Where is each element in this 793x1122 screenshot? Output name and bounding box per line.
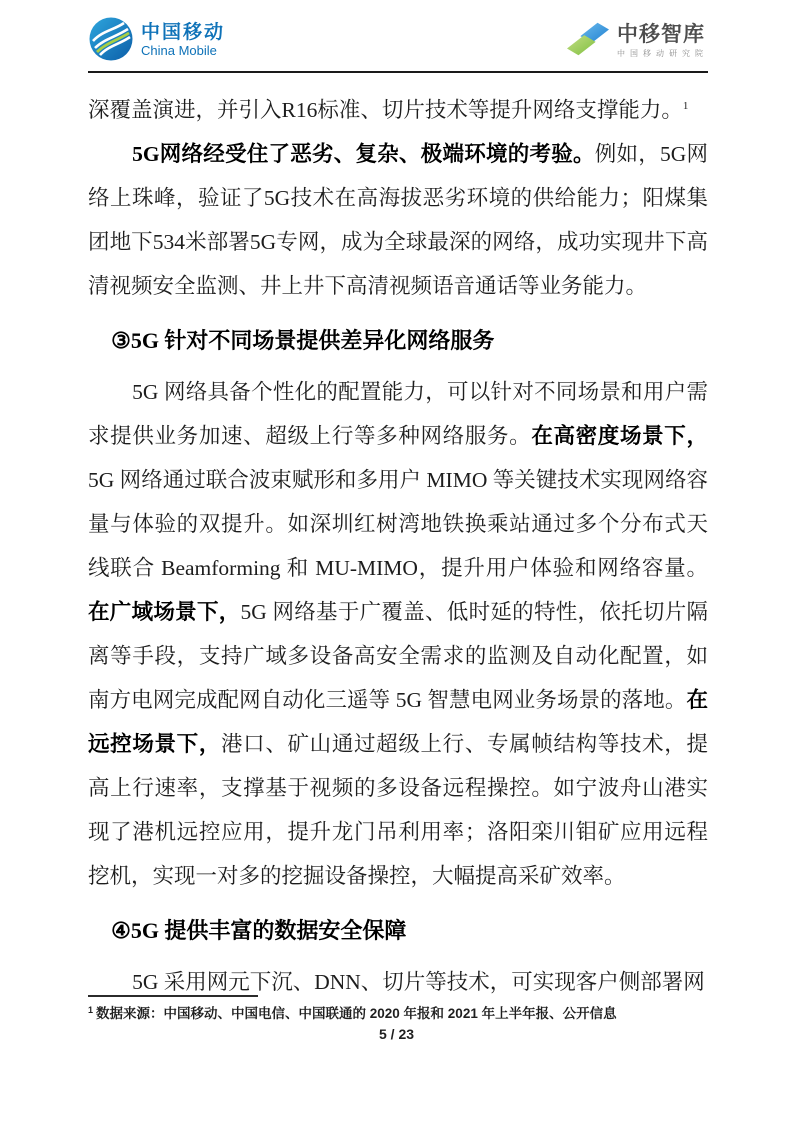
scenario-high-density-label: 在高密度场景下， bbox=[531, 424, 708, 448]
paragraph-bold-lead: 5G网络经受住了恶劣、复杂、极端环境的考验。 bbox=[132, 142, 595, 166]
paragraph-text: 港口、矿山通过超级上行、专属帧结构等技术，提高上行速率，支撑基于视频的多设备远程操控。如宁波舟山港实现了港机远控应用，提升龙门吊利用率；洛阳栾川钼矿应用远程挖机，实现一对多的挖掘设备操控，大幅提高采矿效率。 bbox=[88, 732, 708, 888]
china-mobile-name-cn: 中国移动 bbox=[141, 22, 226, 44]
zhiku-name: 中移智库 bbox=[617, 23, 705, 47]
header-divider bbox=[88, 71, 708, 73]
footnote bbox=[88, 1003, 708, 1025]
page-number: 5 / 23 bbox=[378, 1026, 415, 1042]
paragraph-text: 5G 网络具备个性化的配置能力，可以针对不同场景和用户需求提供业务加速、超级上行等多种网络服务。 bbox=[88, 380, 708, 448]
section-heading-3: ③5G 针对不同场景提供差异化网络服务 bbox=[111, 328, 495, 353]
document-body bbox=[88, 88, 708, 1004]
footnote-divider bbox=[88, 995, 258, 997]
zhiku-logo-icon bbox=[566, 18, 610, 65]
paragraph-continuation bbox=[88, 88, 708, 132]
paragraph-text: 深覆盖演进，并引入R16标准、切片技术等提升网络支撑能力。 bbox=[88, 98, 683, 122]
footnote-marker: 1 bbox=[88, 1004, 94, 1015]
paragraph-scenarios bbox=[88, 370, 708, 898]
page-header bbox=[88, 12, 708, 70]
section-heading-4: ④5G 提供丰富的数据安全保障 bbox=[111, 918, 407, 943]
paragraph-text: 例如，5G网络上珠峰，验证了5G技术在高海拔恶劣环境的供给能力；阳煤集团地下534米部署5G专网，成为全球最深的网络，成功实现井下高清视频安全监测、井上井下高清视频语音通话等业务能力。 bbox=[88, 142, 708, 298]
china-mobile-name-en: China Mobile bbox=[141, 43, 217, 59]
footnote-text: 数据来源：中国移动、中国电信、中国联通的 2020 年报和 2021 年上半年报、公开信息 bbox=[96, 1006, 617, 1021]
zhiku-logo-text bbox=[617, 23, 708, 59]
zhiku-subtitle: 中国移动研究院 bbox=[617, 49, 708, 59]
scenario-wide-area-label: 在广域场景下， bbox=[88, 600, 241, 624]
scenario-remote-control-label: 在远控场景下， bbox=[88, 688, 708, 756]
paragraph-data-security: 5G 采用网元下沉、DNN、切片等技术，可实现客户侧部署网 bbox=[132, 970, 705, 994]
china-mobile-logo-icon bbox=[88, 16, 134, 67]
china-mobile-logo-text bbox=[141, 23, 225, 58]
footnote-reference: 1 bbox=[682, 99, 689, 112]
zhiku-logo bbox=[566, 18, 708, 65]
paragraph-text: 5G 网络通过联合波束赋形和多用户 MIMO 等关键技术实现网络容量与体验的双提升。如深圳红树湾地铁换乘站通过多个分布式天线联合 Beamforming 和 MU-MIMO，提升用户体验和网络容量。 bbox=[88, 468, 708, 580]
paragraph-environment-test bbox=[88, 132, 708, 308]
china-mobile-logo bbox=[88, 16, 225, 67]
paragraph-text: 5G 网络基于广覆盖、低时延的特性，依托切片隔离等手段，支持广域多设备高安全需求的监测及自动化配置，如南方电网完成配网自动化三遥等 5G 智慧电网业务场景的落地。 bbox=[88, 600, 708, 712]
